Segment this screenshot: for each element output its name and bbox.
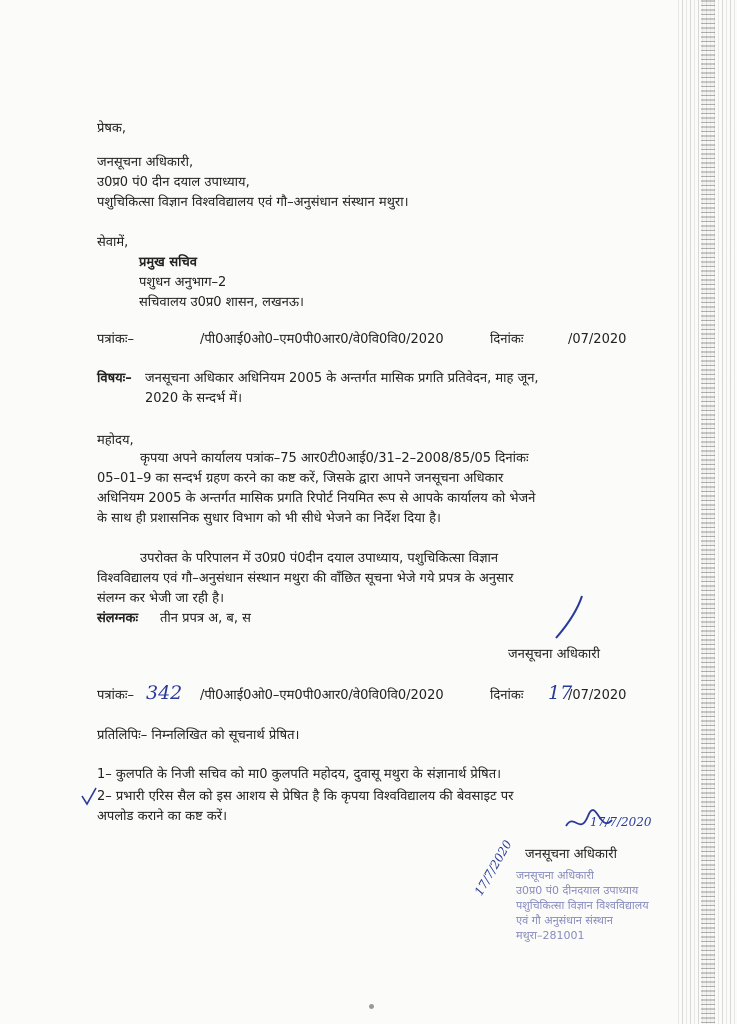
subject-label: विषयः– [97, 371, 132, 386]
signature1-title: जनसूचना अधिकारी [508, 647, 600, 662]
ref1-label: पत्रांकः– [97, 332, 135, 347]
recipient-line3: सचिवालय उ0प्र0 शासन, लखनऊ। [139, 295, 304, 310]
sender-line2: उ0प्र0 पं0 दीन दयाल उपाध्याय, [97, 175, 250, 190]
para1-line4: के साथ ही प्रशासनिक सुधार विभाग को भी सीधे भेजने का निर्देश दिया है। [97, 511, 441, 526]
recipient-label: सेवामें, [97, 235, 129, 250]
ref2-handwritten-number: 342 [146, 682, 183, 704]
subject-line1: जनसूचना अधिकार अधिनियम 2005 के अन्तर्गत मासिक प्रगति प्रतिवेदन, माह जून, [145, 371, 539, 386]
para1-line1: कृपया अपने कार्यालय पत्रांक–75 आर0टी0आई0/31–2–2008/85/05 दिनांकः [140, 451, 529, 466]
scan-dot [369, 1004, 374, 1009]
ref2-number: /पी0आई0ओ0–एम0पी0आर0/वे0वि0वि0/2020 [200, 688, 444, 703]
ref2-date: /07/2020 [568, 688, 627, 703]
sender-label: प्रेषक, [97, 121, 127, 136]
para1-line3: अधिनियम 2005 के अन्तर्गत मासिक प्रगति रिपोर्ट नियमित रूप से आपके कार्यालय को भेजने [97, 491, 536, 506]
enclosure-label: संलग्नकः [97, 611, 139, 626]
subject-line2: 2020 के सन्दर्भ में। [145, 391, 243, 406]
para2-line2: विश्वविद्यालय एवं गौ–अनुसंधान संस्थान मथुरा की वाँछित सूचना भेजे गये प्रपत्र के अनुसार [97, 571, 514, 586]
copy-item-1: 1– कुलपति के निजी सचिव को मा0 कुलपति महोदय, दुवासू मथुरा के संज्ञानार्थ प्रेषित। [97, 767, 502, 782]
copy-item-2-line1: 2– प्रभारी एरिस सैल को इस आशय से प्रेषित है कि कृपया विश्वविद्यालय की बेवसाइट पर [97, 789, 514, 804]
sender-line1: जनसूचना अधिकारी, [97, 155, 194, 170]
recipient-line1: प्रमुख सचिव [139, 255, 197, 270]
para2-line1: उपरोक्त के परिपालन में उ0प्र0 पं0दीन दयाल उपाध्याय, पशुचिकित्सा विज्ञान [140, 551, 499, 566]
signature2-title: जनसूचना अधिकारी [525, 847, 617, 862]
official-stamp [516, 868, 666, 964]
ref1-date-label: दिनांकः [490, 332, 524, 347]
ref1-date: /07/2020 [568, 332, 627, 347]
copy-item-2-line2: अपलोड कराने का कष्ट करें। [97, 809, 228, 824]
stamp-line3: पशुचिकित्सा विज्ञान विश्वविद्यालय [516, 899, 649, 912]
ref2-handwritten-day: 17 [548, 682, 573, 704]
para1-line2: 05–01–9 का सन्दर्भ ग्रहण करने का कष्ट करें, जिसके द्वारा आपने जनसूचना अधिकार [97, 471, 504, 486]
recipient-line2: पशुधन अनुभाग–2 [139, 275, 227, 290]
signature-mark-1 [550, 592, 590, 642]
handwritten-stamp-date: 17/7/2020 [471, 837, 515, 898]
ref1-number: /पी0आई0ओ0–एम0पी0आर0/वे0वि0वि0/2020 [200, 332, 444, 347]
para2-line3: संलग्न कर भेजी जा रही है। [97, 591, 225, 606]
salutation: महोदय, [97, 433, 134, 448]
scan-edge-artifact-dark [701, 0, 715, 1024]
stamp-line5: मथुरा–281001 [516, 929, 585, 942]
copy-label: प्रतिलिपिः– निम्नलिखित को सूचनार्थ प्रेषित। [97, 728, 300, 743]
ref2-date-label: दिनांकः [490, 688, 524, 703]
stamp-line1: जनसूचना अधिकारी [516, 869, 594, 882]
sender-line3: पशुचिकित्सा विज्ञान विश्वविद्यालय एवं गौ–अनुसंधान संस्थान मथुरा। [97, 195, 409, 210]
tick-mark [80, 786, 98, 808]
enclosure-text: तीन प्रपत्र अ, ब, स [160, 611, 251, 626]
ref2-label: पत्रांकः– [97, 688, 135, 703]
stamp-line2: उ0प्र0 पं0 दीनदयाल उपाध्याय [516, 884, 639, 897]
handwritten-sign-date: 17/7/2020 [590, 815, 652, 829]
stamp-line4: एवं गौ अनुसंधान संस्थान [516, 914, 613, 927]
